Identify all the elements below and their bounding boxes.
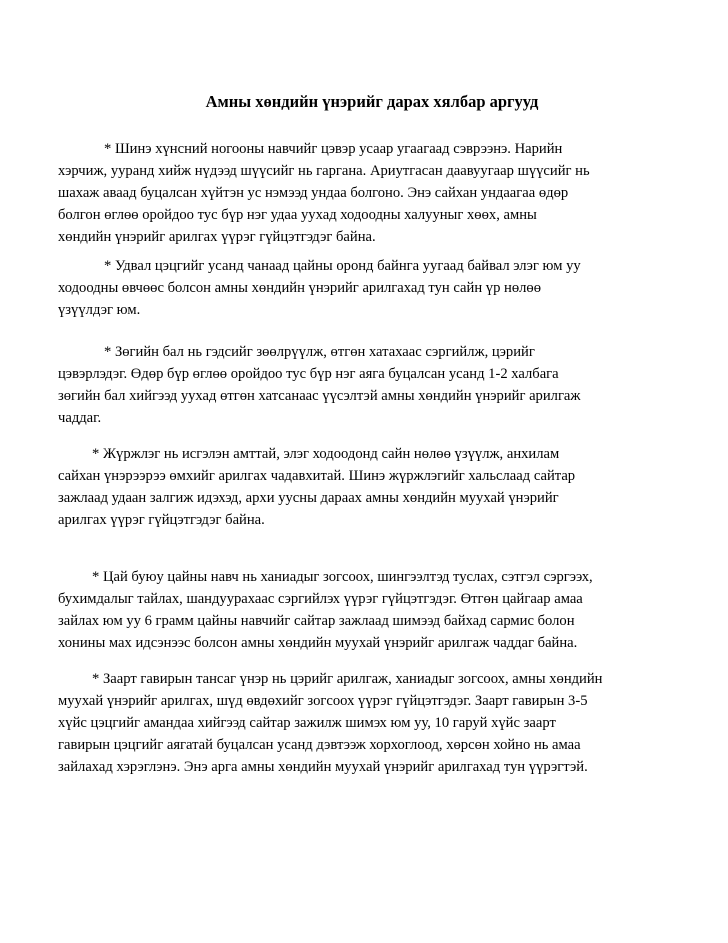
paragraph-honey — [58, 341, 678, 429]
paragraph-udval-flower — [58, 255, 678, 321]
paragraph-line: * Жүржлэг нь исгэлэн амттай, элэг ходоодонд сайн нөлөө үзүүлж, анхилам — [92, 446, 560, 462]
paragraph-line: үзүүлдэг юм. — [58, 302, 141, 318]
paragraph-line: зайлахад хэрэглэнэ. Энэ арга амны хөндийн муухай үнэрийг арилгахад тун үүрэгтэй. — [58, 759, 588, 775]
paragraph-line: болгон өглөө оройдоо тус бүр нэг удаа уухад ходоодны халууныг хөөх, амны — [58, 207, 537, 223]
paragraph-line: зажлаад удаан залгиж идэхэд, архи уусны дараах амны хөндийн муухай үнэрийг — [58, 490, 559, 506]
paragraph-line: хэрчиж, ууранд хийж нүдээд шүүсийг нь гаргана. Ариутгасан даавуугаар шүүсийг нь — [58, 163, 590, 179]
paragraph-line: бухимдалыг тайлах, шандуурахаас сэргийлэх үүрэг гүйцэтгэдэг. Өтгөн цайгаар амаа — [58, 591, 583, 607]
paragraph-line: чаддаг. — [58, 410, 102, 426]
paragraph-line: * Цай буюу цайны навч нь ханиадыг зогсоох, шингээлтэд туслах, сэтгэл сэргээх, — [92, 569, 593, 585]
paragraph-tea — [58, 566, 678, 654]
paragraph-line: цэвэрлэдэг. Өдөр бүр өглөө оройдоо тус бүр нэг аяга буцалсан усанд 1-2 халбага — [58, 366, 559, 382]
paragraph-line: зайлах юм уу 6 грамм цайны навчийг сайтар зажлаад шимээд байхад сармис болон — [58, 613, 575, 629]
paragraph-line: зөгийн бал хийгээд уухад өтгөн хатсанаас үүсэлтэй амны хөндийн үнэрийг арилгаж — [58, 388, 581, 404]
paragraph-line: гавирын цэцгийг аягатай буцалсан усанд дэвтээж хорхоглоод, хөрсөн хойно нь амаа — [58, 737, 581, 753]
paragraph-line: шахаж аваад буцалсан хүйтэн ус нэмээд ундаа болгоно. Энэ сайхан ундаагаа өдөр — [58, 185, 569, 201]
paragraph-line: * Заарт гавирын тансаг үнэр нь цэрийг арилгаж, ханиадыг зогсоох, амны хөндийн — [92, 671, 603, 687]
paragraph-line: * Зөгийн бал нь гэдсийг зөөлрүүлж, өтгөн хатахаас сэргийлж, цэрийг — [104, 344, 535, 360]
paragraph-line: хонины мах идсэнээс болсон амны хөндийн муухай үнэрийг арилгаж чаддаг байна. — [58, 635, 578, 651]
paragraph-line: ходоодны өвчөөс болсон амны хөндийн үнэрийг арилгахад тун сайн үр нөлөө — [58, 280, 541, 296]
paragraph-line: хөндийн үнэрийг арилгах үүрэг гүйцэтгэдэг байна. — [58, 229, 376, 245]
document-title: Амны хөндийн үнэрийг дарах хялбар аргууд — [205, 92, 539, 111]
paragraph-vegetable-juice — [58, 138, 678, 248]
paragraph-line: арилгах үүрэг гүйцэтгэдэг байна. — [58, 512, 265, 528]
paragraph-line: хүйс цэцгийг амандаа хийгээд сайтар зажилж шимэх юм уу, 10 гаруй хүйс заарт — [58, 715, 556, 731]
paragraph-orange — [58, 443, 678, 531]
paragraph-line: сайхан үнэрээрээ өмхийг арилгах чадавхитай. Шинэ жүржлэгийг хальслаад сайтар — [58, 468, 576, 484]
paragraph-line: * Удвал цэцгийг усанд чанаад цайны оронд байнга уугаад байвал элэг юм уу — [104, 258, 581, 274]
paragraph-clove — [58, 668, 678, 778]
paragraph-line: муухай үнэрийг арилгах, шүд өвдөхийг зогсоох үүрэг гүйцэтгэдэг. Заарт гавирын 3-5 — [58, 693, 588, 709]
paragraph-line: * Шинэ хүнсний ногооны навчийг цэвэр усаар угаагаад сэврээнэ. Нарийн — [104, 141, 563, 157]
